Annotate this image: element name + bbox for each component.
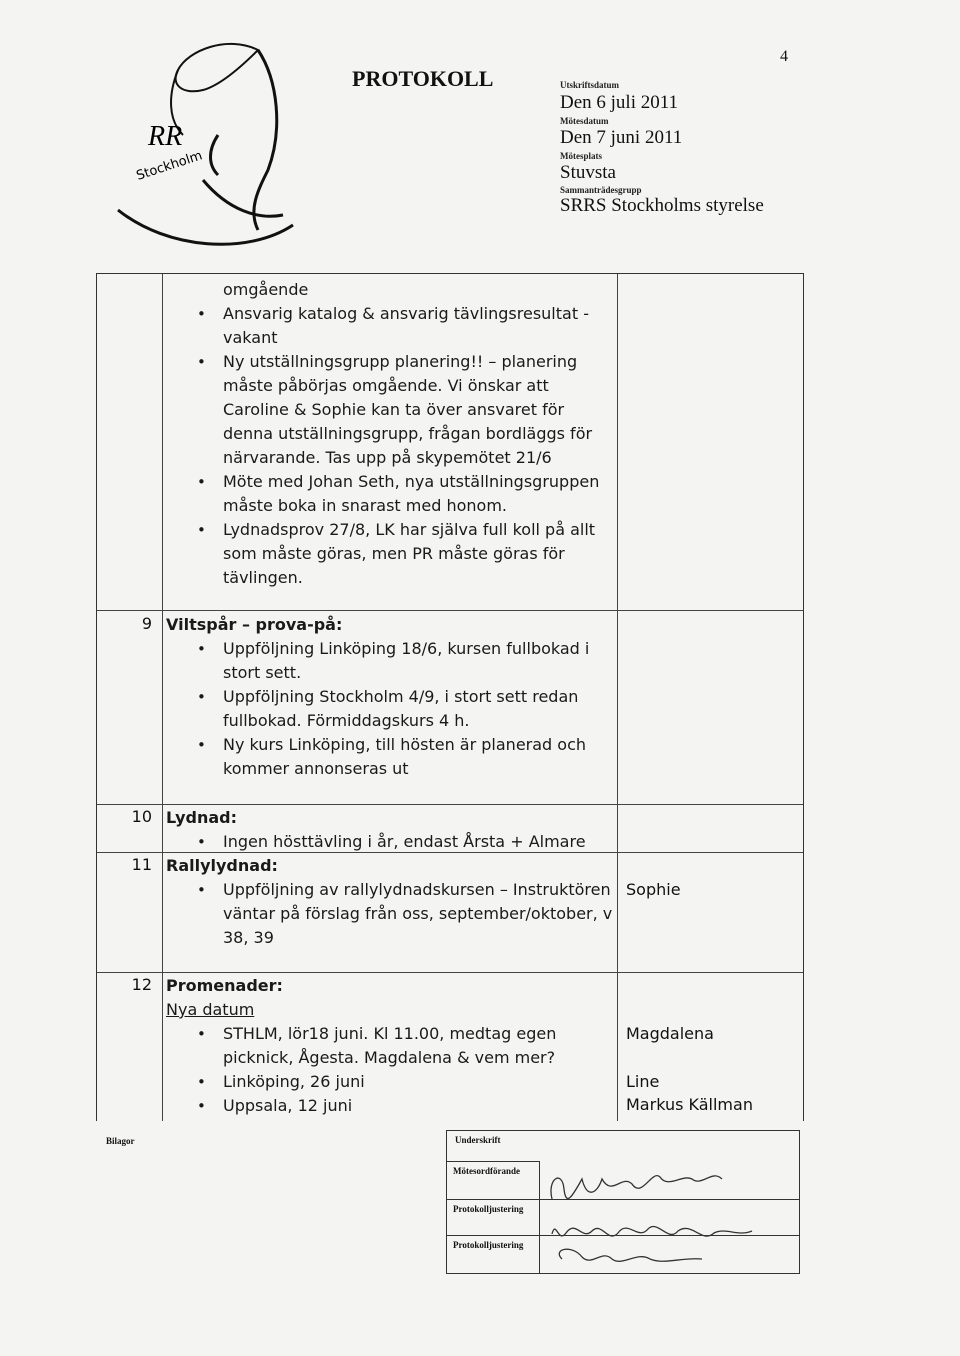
list-item: • Uppsala, 12 juni: [166, 1094, 618, 1118]
section-9: [166, 613, 618, 781]
logo-initials: RR: [148, 121, 183, 152]
meeting-date-value: Den 7 juni 2011: [560, 127, 683, 148]
section-number: 10: [131, 807, 152, 826]
signature-box: [446, 1130, 800, 1274]
group-label: Sammanträdesgrupp: [560, 185, 642, 195]
meeting-date-label: Mötesdatum: [560, 116, 609, 126]
section-title: Lydnad:: [166, 808, 238, 827]
logo-text: Stockholm: [134, 148, 205, 184]
section-continued: [166, 278, 618, 590]
meeting-place-label: Mötesplats: [560, 151, 602, 161]
print-date-label: Utskriftsdatum: [560, 80, 620, 90]
list-item: • Möte med Johan Seth, nya utställningsgruppen måste boka in snarast med honom.: [166, 470, 618, 518]
section-number: 11: [131, 855, 152, 874]
section-12: [166, 974, 618, 1118]
list-item: • Ingen hösttävling i år, endast Årsta + Almare: [166, 830, 618, 854]
signature-heading: Underskrift: [455, 1135, 501, 1145]
signature-role: Protokolljustering: [447, 1235, 539, 1250]
continued-heading: omgående: [223, 280, 309, 299]
meeting-place-value: Stuvsta: [560, 162, 616, 183]
responsible-person: Magdalena: [626, 1024, 714, 1043]
document-title: PROTOKOLL: [352, 66, 494, 91]
section-number: 12: [131, 975, 152, 994]
signature-role: Mötesordförande: [447, 1161, 539, 1176]
section-title: Viltspår – prova-på:: [166, 615, 343, 634]
club-logo: [108, 40, 328, 270]
responsible-person: Line: [626, 1072, 660, 1091]
handwritten-signatures: [542, 1149, 797, 1271]
responsible-person: Markus Källman: [626, 1095, 753, 1114]
list-item: • STHLM, lör18 juni. Kl 11.00, medtag egen picknick, Ågesta. Magdalena & vem mer?: [166, 1022, 618, 1070]
list-item: • Ansvarig katalog & ansvarig tävlingsresultat - vakant: [166, 302, 618, 350]
section-subheading: Nya datum: [166, 1000, 255, 1019]
list-item: • Uppföljning av rallylydnadskursen – Instruktören väntar på förslag från oss, september/oktober, v 38, 39: [166, 878, 618, 950]
section-title: Rallylydnad:: [166, 856, 278, 875]
list-item: • Uppföljning Stockholm 4/9, i stort sett redan fullbokad. Förmiddagskurs 4 h.: [166, 685, 618, 733]
list-item: • Ny kurs Linköping, till hösten är planerad och kommer annonseras ut: [166, 733, 618, 781]
print-date-value: Den 6 juli 2011: [560, 92, 679, 113]
list-item: • Lydnadsprov 27/8, LK har själva full koll på allt som måste göras, men PR måste göras för tävlingen.: [166, 518, 618, 590]
section-11: [166, 854, 618, 950]
attachments-label: Bilagor: [106, 1136, 135, 1146]
section-title: Promenader:: [166, 976, 283, 995]
list-item: • Linköping, 26 juni: [166, 1070, 618, 1094]
list-item: • Uppföljning Linköping 18/6, kursen fullbokad i stort sett.: [166, 637, 618, 685]
page-number: 4: [780, 48, 788, 65]
list-item: • Ny utställningsgrupp planering!! – planering måste påbörjas omgående. Vi önskar att Caroline & Sophie kan ta över ansvaret för denna utställningsgrupp, frågan bordläggs för närvarande. Tas upp på skypemötet 21/6: [166, 350, 618, 470]
section-number: 9: [141, 614, 152, 633]
responsible-person: Sophie: [626, 880, 681, 899]
signature-role: Protokolljustering: [447, 1199, 539, 1214]
group-value: SRRS Stockholms styrelse: [560, 195, 764, 216]
section-10: [166, 806, 618, 854]
